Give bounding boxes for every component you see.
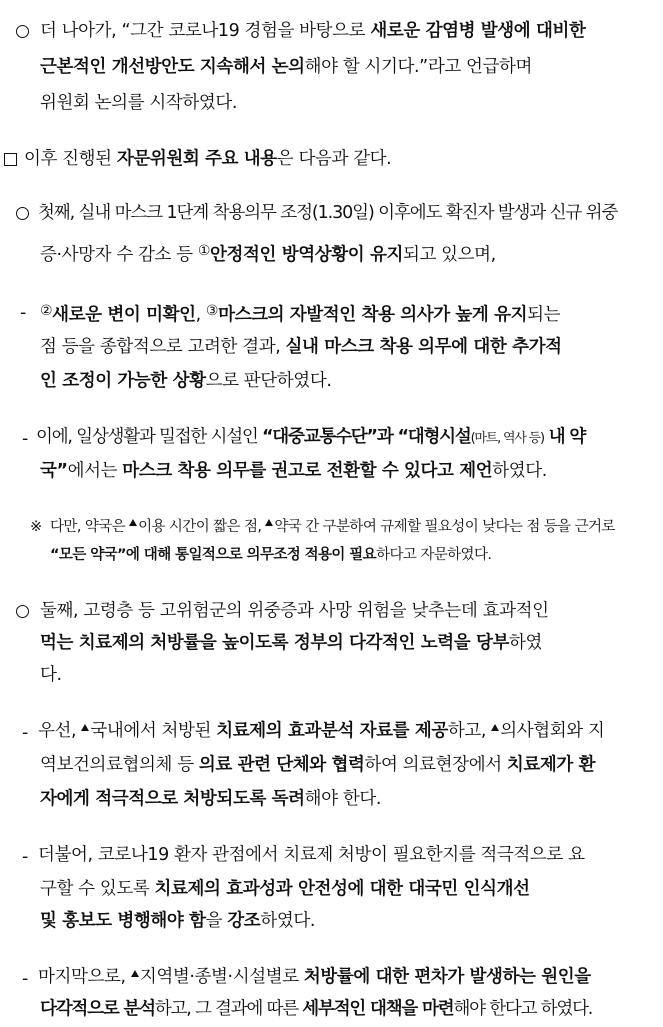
text-line: 위원회 논의를 시작하였다. (40, 93, 238, 113)
text-line: 둘째, 고령층 등 고위험군의 위중증과 사망 위험을 낮추는데 효과적인 (40, 601, 549, 621)
bold-segment: 안정적인 방역상황이 유지 (210, 245, 403, 265)
text-segment: 지역별·종별·시설별로 (139, 967, 304, 987)
text-line (38, 720, 604, 742)
text-segment: 하여 의료현장에서 (364, 755, 507, 775)
text-line (40, 910, 315, 932)
text-segment: 은 다음과 같다. (276, 149, 392, 169)
bold-segment: 마스크 착용 의무를 권고로 전환할 수 있다고 제언 (122, 461, 493, 481)
text-line (40, 632, 542, 654)
bold-segment: 인 조정이 가능한 상황 (40, 371, 206, 391)
dash-bullet: - (22, 847, 28, 867)
bold-segment: 및 홍보도 병행해야 함 (40, 911, 206, 931)
bold-segment: 과 (376, 427, 398, 447)
circled-number-2: ② (40, 303, 53, 319)
bold-segment: “대중교통수단” (261, 427, 377, 447)
bold-segment: 내 약 (543, 427, 586, 447)
bold-segment: 세부적인 대책을 마련 (302, 999, 454, 1019)
bold-segment: 새로운 감염병 발생에 대비한 (370, 21, 586, 41)
bold-segment: 치료제가 환 (506, 755, 596, 775)
text-line (50, 516, 615, 538)
text-segment: 우선, (38, 721, 82, 741)
bold-segment: “대형시설 (397, 427, 471, 447)
text-line (40, 460, 547, 482)
bold-segment: 새로운 변이 미확인 (52, 305, 196, 325)
text-segment: 하고, 그 결과에 따른 (154, 999, 303, 1019)
text-line (40, 240, 496, 266)
text-segment: 해야 할 시기다.”라고 언급하며 (304, 57, 533, 77)
bold-segment: 자에게 적극적으로 처방되도록 독려 (40, 789, 305, 809)
bold-segment: 근본적인 개선방안도 지속해서 논의 (40, 57, 305, 77)
text-segment: 약국 간 구분하여 규제할 필요성이 낮다는 점 등을 근거로 (274, 519, 615, 535)
text-segment: 증·사망자 수 감소 등 (40, 245, 198, 265)
text-line (40, 300, 560, 326)
bold-segment: 마스크의 자발적인 착용 의사가 높게 유지 (218, 305, 528, 325)
text-line (24, 148, 391, 170)
text-line (40, 754, 595, 776)
circle-bullet (16, 602, 29, 624)
text-segment: 이후 진행된 (24, 149, 117, 169)
dash-bullet: - (22, 429, 28, 449)
circle-bullet (16, 22, 29, 44)
bold-segment: 국” (40, 461, 68, 481)
text-segment: 해야 한다. (304, 789, 382, 809)
text-segment: 의사협회와 지 (500, 721, 605, 741)
text-segment: (마트, 역사 등) (470, 431, 544, 446)
text-line (40, 998, 592, 1020)
bold-segment: 강조 (227, 911, 261, 931)
text-line (40, 788, 381, 810)
dash-bullet: - (22, 723, 28, 743)
text-line (40, 336, 562, 358)
text-segment: 하였다. (260, 911, 315, 931)
text-segment: 하였다. (492, 461, 547, 481)
bold-segment: 다각적으로 분석 (40, 999, 155, 1019)
square-bullet (4, 150, 17, 172)
reference-mark: ※ (30, 519, 42, 535)
text-line (40, 56, 532, 78)
bold-segment: 먹는 치료제의 처방률을 높이도록 정부의 다각적인 노력을 당부 (40, 633, 509, 653)
bold-segment: 자문위원회 주요 내용 (116, 149, 277, 169)
text-line (40, 878, 530, 900)
text-segment: 하고, (447, 721, 492, 741)
triangle-bullet-icon (81, 724, 89, 731)
text-segment: 이에, 일상생활과 밀접한 시설인 (36, 427, 262, 447)
text-segment: 해야 한다고 하였다. (453, 999, 593, 1019)
text-segment: 다만, 약국은 (50, 519, 130, 535)
text-line: 첫째, 실내 마스크 1단계 착용의무 조정(1.30일) 이후에도 확진자 발생과 신규 위중 (38, 203, 618, 223)
bold-segment: “모든 약국”에 대해 통일적으로 의무조정 적용이 필요 (50, 547, 377, 563)
text-segment: 되고 있으며, (402, 245, 496, 265)
text-segment: 되는 (527, 305, 561, 325)
triangle-bullet-icon (129, 519, 137, 526)
bold-segment: 처방률에 대한 편차가 발생하는 원인을 (303, 967, 591, 987)
circle-bullet (16, 204, 29, 226)
circled-number-3: ③ (205, 303, 219, 319)
dash-bullet: - (20, 303, 26, 323)
text-segment: 마지막으로, (38, 967, 131, 987)
text-segment: 역보건의료협의체 등 (40, 755, 199, 775)
circled-number-1: ① (197, 243, 211, 259)
text-segment: 하였 (508, 633, 542, 653)
bold-segment: 의료 관련 단체와 협력 (198, 755, 365, 775)
triangle-bullet-icon (265, 519, 273, 526)
text-segment: 이용 시간이 짧은 점, (138, 519, 266, 535)
text-segment: 구할 수 있도록 (40, 879, 155, 899)
text-segment: 에서는 (67, 461, 123, 481)
text-segment: 하다고 자문하였다. (376, 547, 492, 563)
text-line: 더불어, 코로나19 환자 관점에서 치료제 처방이 필요한지를 적극적으로 요 (38, 845, 585, 865)
text-line (40, 20, 586, 42)
text-segment: , (195, 305, 206, 325)
text-segment: 으로 판단하였다. (205, 371, 332, 391)
text-line: 다. (40, 665, 62, 685)
text-line (36, 426, 585, 450)
text-segment: 국내에서 처방된 (90, 721, 217, 741)
dash-bullet: - (22, 969, 28, 989)
text-line (38, 966, 591, 988)
text-line (50, 544, 491, 566)
bold-segment: 치료제의 효과분석 자료를 제공 (216, 721, 448, 741)
text-line (40, 370, 332, 392)
text-segment: 더 나아가, “그간 코로나19 경험을 바탕으로 (40, 21, 371, 41)
bold-segment: 치료제의 효과성과 안전성에 대한 대국민 인식개선 (154, 879, 530, 899)
triangle-bullet-icon (131, 970, 139, 977)
bold-segment: 실내 마스크 착용 의무에 대한 추가적 (285, 337, 562, 357)
triangle-bullet-icon (491, 724, 499, 731)
text-segment: 점 등을 종합적으로 고려한 결과, (40, 337, 286, 357)
text-segment: 을 (205, 911, 228, 931)
